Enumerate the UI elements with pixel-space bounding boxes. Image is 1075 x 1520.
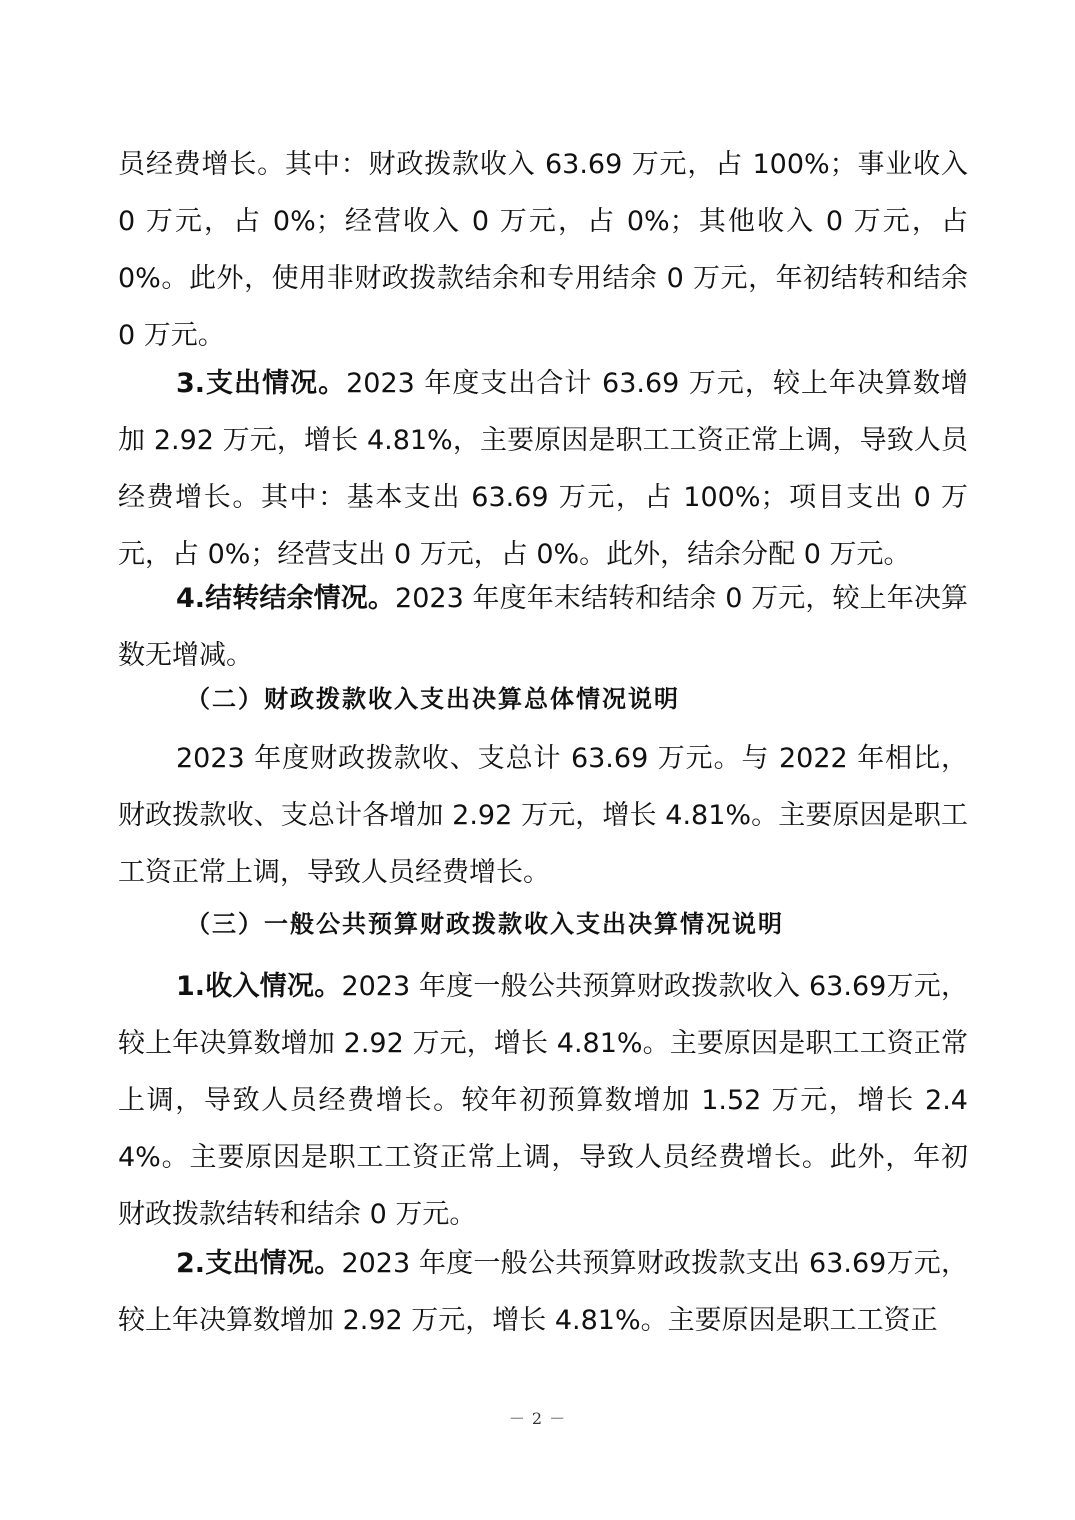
paragraph-text: 2023 年度一般公共预算财政拨款收入 63.69万元，较上年决算数增加 2.92 万元，增长 4.81%。主要原因是职工工资正常上调，导致人员经费增长。较年初预算数增加 1.52 万元，增长 2.44%。主要原因是职工工资正常上调，导致人员经费增长。此外，年初财政拨款结转和结余 0 万元。	[118, 971, 968, 1230]
section-heading-2: （二）财政拨款收入支出决算总体情况说明	[186, 684, 680, 713]
paragraph-text: 员经费增长。其中：财政拨款收入 63.69 万元，占 100%；事业收入 0 万元，占 0%；经营收入 0 万元，占 0%；其他收入 0 万元，占 0%。此外，使用非财政拨款结余和专用结余 0 万元，年初结转和结余 0 万元。	[118, 149, 968, 351]
section-lead-expenditure: 3.支出情况。	[176, 368, 347, 399]
paragraph-text: 2023 年度支出合计 63.69 万元，较上年决算数增加 2.92 万元，增长 4.81%，主要原因是职工工资正常上调，导致人员经费增长。其中：基本支出 63.69 万元，占 100%；项目支出 0 万元，占 0%；经营支出 0 万元，占 0%。此外，结余分配 0 万元。	[118, 368, 968, 570]
section-lead-income: 1.收入情况。	[176, 971, 342, 1002]
page-number: － 2 －	[508, 1409, 567, 1428]
paragraph-carryover	[118, 570, 968, 684]
paragraph-general-income	[118, 958, 968, 1243]
paragraph-expenditure	[118, 355, 968, 583]
section-lead-general-expenditure: 2.支出情况。	[176, 1248, 342, 1279]
paragraph-income-continued	[118, 136, 968, 364]
section-lead-carryover: 4.结转结余情况。	[176, 583, 396, 614]
paragraph-text: 2023 年度年末结转和结余 0 万元，较上年决算数无增减。	[118, 583, 969, 671]
paragraph-fiscal-overview	[118, 730, 968, 901]
section-heading-3: （三）一般公共预算财政拨款收入支出决算情况说明	[186, 909, 784, 938]
paragraph-text: 2023 年度财政拨款收、支总计 63.69 万元。与 2022 年相比，财政拨款收、支总计各增加 2.92 万元，增长 4.81%。主要原因是职工工资正常上调，导致人员经费增长。	[118, 743, 968, 888]
paragraph-text: 2023 年度一般公共预算财政拨款支出 63.69万元，较上年决算数增加 2.92 万元，增长 4.81%。主要原因是职工工资正	[118, 1248, 968, 1336]
paragraph-general-expenditure	[118, 1235, 968, 1349]
